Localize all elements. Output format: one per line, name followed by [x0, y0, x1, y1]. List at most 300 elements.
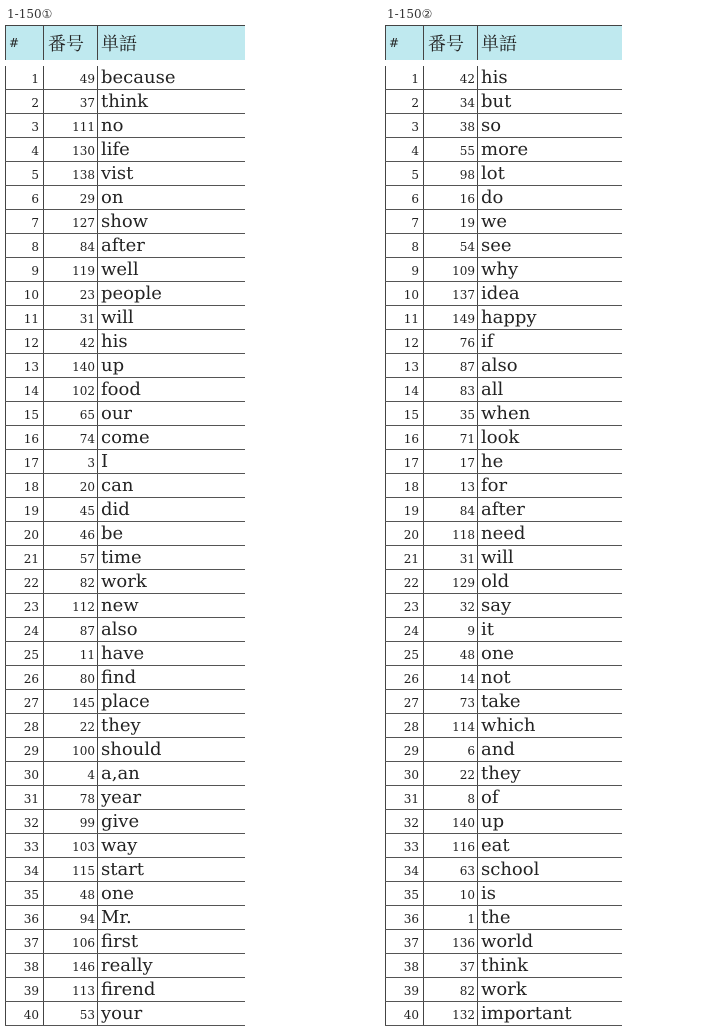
- row-number: 6: [6, 186, 44, 210]
- table-row: [6, 786, 246, 810]
- word-id: 84: [424, 498, 478, 522]
- word-id: 23: [44, 282, 98, 306]
- row-number: 33: [386, 834, 424, 858]
- table-row: [386, 786, 623, 810]
- row-number: 35: [6, 882, 44, 906]
- table-row: [386, 162, 623, 186]
- word-id: 84: [44, 234, 98, 258]
- row-number: 12: [386, 330, 424, 354]
- row-number: 40: [386, 1002, 424, 1026]
- row-number: 19: [6, 498, 44, 522]
- row-number: 34: [386, 858, 424, 882]
- word-id: 22: [44, 714, 98, 738]
- word-text: his: [478, 63, 623, 90]
- word-id: 48: [44, 882, 98, 906]
- word-text: which: [478, 714, 623, 738]
- word-text: I: [98, 450, 246, 474]
- word-text: why: [478, 258, 623, 282]
- word-id: 10: [424, 882, 478, 906]
- word-text: it: [478, 618, 623, 642]
- table-row: [386, 954, 623, 978]
- row-number: 30: [386, 762, 424, 786]
- row-number: 15: [386, 402, 424, 426]
- word-id: 1: [424, 906, 478, 930]
- word-id: 74: [44, 426, 98, 450]
- word-text: time: [98, 546, 246, 570]
- word-id: 87: [424, 354, 478, 378]
- row-number: 16: [6, 426, 44, 450]
- word-id: 140: [44, 354, 98, 378]
- table-row: [6, 378, 246, 402]
- word-id: 78: [44, 786, 98, 810]
- table-body: [386, 63, 623, 1026]
- row-number: 25: [6, 642, 44, 666]
- row-number: 4: [6, 138, 44, 162]
- word-text: eat: [478, 834, 623, 858]
- table-row: [386, 63, 623, 90]
- row-number: 28: [6, 714, 44, 738]
- table-row: [386, 906, 623, 930]
- word-id: 114: [424, 714, 478, 738]
- word-table: [385, 25, 622, 1026]
- row-number: 7: [386, 210, 424, 234]
- row-number: 5: [386, 162, 424, 186]
- word-text: and: [478, 738, 623, 762]
- table-row: [6, 642, 246, 666]
- word-id: 98: [424, 162, 478, 186]
- word-text: the: [478, 906, 623, 930]
- table-row: [6, 954, 246, 978]
- word-id: 55: [424, 138, 478, 162]
- row-number: 29: [6, 738, 44, 762]
- row-number: 12: [6, 330, 44, 354]
- row-number: 17: [386, 450, 424, 474]
- word-text: our: [98, 402, 246, 426]
- row-number: 31: [6, 786, 44, 810]
- table-row: [6, 402, 246, 426]
- row-number: 31: [386, 786, 424, 810]
- word-id: 119: [44, 258, 98, 282]
- word-id: 65: [44, 402, 98, 426]
- word-text: take: [478, 690, 623, 714]
- table-row: [6, 834, 246, 858]
- word-id: 11: [44, 642, 98, 666]
- word-text: first: [98, 930, 246, 954]
- word-text: is: [478, 882, 623, 906]
- word-id: 34: [424, 90, 478, 114]
- table-row: [386, 234, 623, 258]
- word-table: [5, 25, 245, 1026]
- word-text: show: [98, 210, 246, 234]
- word-text: your: [98, 1002, 246, 1026]
- word-id: 32: [424, 594, 478, 618]
- word-id: 83: [424, 378, 478, 402]
- table-row: [6, 282, 246, 306]
- table-row: [386, 834, 623, 858]
- table-row: [386, 546, 623, 570]
- table-row: [6, 930, 246, 954]
- word-text: not: [478, 666, 623, 690]
- table-row: [386, 426, 623, 450]
- word-id: 111: [44, 114, 98, 138]
- table-row: [6, 162, 246, 186]
- word-id: 38: [424, 114, 478, 138]
- table-row: [386, 642, 623, 666]
- word-text: they: [98, 714, 246, 738]
- row-number: 5: [6, 162, 44, 186]
- word-text: work: [478, 978, 623, 1002]
- word-id: 99: [44, 810, 98, 834]
- row-number: 24: [6, 618, 44, 642]
- table-row: [6, 594, 246, 618]
- word-id: 73: [424, 690, 478, 714]
- word-text: see: [478, 234, 623, 258]
- word-id: 31: [44, 306, 98, 330]
- table-row: [386, 90, 623, 114]
- word-text: look: [478, 426, 623, 450]
- table-row: [6, 978, 246, 1002]
- table-row: [386, 570, 623, 594]
- table-row: [386, 618, 623, 642]
- row-number: 19: [386, 498, 424, 522]
- word-text: when: [478, 402, 623, 426]
- word-id: 76: [424, 330, 478, 354]
- word-text: life: [98, 138, 246, 162]
- word-id: 63: [424, 858, 478, 882]
- word-id: 132: [424, 1002, 478, 1026]
- word-text: do: [478, 186, 623, 210]
- word-text: did: [98, 498, 246, 522]
- word-text: say: [478, 594, 623, 618]
- table-row: [386, 762, 623, 786]
- row-number: 38: [6, 954, 44, 978]
- word-text: but: [478, 90, 623, 114]
- table-row: [386, 474, 623, 498]
- word-id: 9: [424, 618, 478, 642]
- table-row: [6, 186, 246, 210]
- word-text: because: [98, 63, 246, 90]
- word-text: more: [478, 138, 623, 162]
- row-number: 35: [386, 882, 424, 906]
- table-row: [6, 522, 246, 546]
- word-text: they: [478, 762, 623, 786]
- table-row: [386, 1002, 623, 1026]
- word-id: 37: [424, 954, 478, 978]
- table-row: [386, 810, 623, 834]
- table-row: [386, 978, 623, 1002]
- table-row: [6, 63, 246, 90]
- word-text: happy: [478, 306, 623, 330]
- table-row: [6, 474, 246, 498]
- word-id: 146: [44, 954, 98, 978]
- table-row: [6, 1002, 246, 1026]
- table-row: [386, 378, 623, 402]
- row-number: 26: [6, 666, 44, 690]
- row-number: 17: [6, 450, 44, 474]
- table-row: [386, 330, 623, 354]
- row-number: 21: [386, 546, 424, 570]
- table-row: [6, 858, 246, 882]
- table-row: [6, 546, 246, 570]
- table-row: [6, 618, 246, 642]
- row-number: 10: [386, 282, 424, 306]
- word-text: will: [478, 546, 623, 570]
- word-id: 118: [424, 522, 478, 546]
- word-id: 130: [44, 138, 98, 162]
- table-row: [386, 930, 623, 954]
- table-row: [6, 210, 246, 234]
- word-text: way: [98, 834, 246, 858]
- word-id: 37: [44, 90, 98, 114]
- table-row: [6, 354, 246, 378]
- row-number: 20: [386, 522, 424, 546]
- table-row: [386, 714, 623, 738]
- row-number: 22: [6, 570, 44, 594]
- word-text: new: [98, 594, 246, 618]
- table-row: [6, 714, 246, 738]
- table-row: [6, 234, 246, 258]
- column-header-id: 番号: [424, 26, 478, 64]
- word-text: give: [98, 810, 246, 834]
- word-text: on: [98, 186, 246, 210]
- word-text: be: [98, 522, 246, 546]
- table-row: [386, 666, 623, 690]
- row-number: 25: [386, 642, 424, 666]
- row-number: 7: [6, 210, 44, 234]
- word-id: 17: [424, 450, 478, 474]
- table-row: [6, 690, 246, 714]
- table-row: [386, 306, 623, 330]
- word-id: 54: [424, 234, 478, 258]
- word-text: after: [478, 498, 623, 522]
- row-number: 27: [6, 690, 44, 714]
- column-header-word: 単語: [98, 26, 246, 64]
- table-row: [6, 90, 246, 114]
- word-id: 45: [44, 498, 98, 522]
- word-text: lot: [478, 162, 623, 186]
- table-row: [386, 354, 623, 378]
- word-text: we: [478, 210, 623, 234]
- word-id: 109: [424, 258, 478, 282]
- column-header-id: 番号: [44, 26, 98, 64]
- word-id: 16: [424, 186, 478, 210]
- row-number: 10: [6, 282, 44, 306]
- table-row: [6, 570, 246, 594]
- column-header-number: #: [386, 26, 424, 64]
- row-number: 2: [386, 90, 424, 114]
- word-id: 106: [44, 930, 98, 954]
- word-text: start: [98, 858, 246, 882]
- word-text: one: [478, 642, 623, 666]
- row-number: 21: [6, 546, 44, 570]
- word-text: a,an: [98, 762, 246, 786]
- word-id: 82: [424, 978, 478, 1002]
- column-header-number: #: [6, 26, 44, 64]
- word-id: 46: [44, 522, 98, 546]
- row-number: 2: [6, 90, 44, 114]
- word-text: Mr.: [98, 906, 246, 930]
- table-row: [6, 258, 246, 282]
- word-text: year: [98, 786, 246, 810]
- word-text: really: [98, 954, 246, 978]
- row-number: 4: [386, 138, 424, 162]
- word-list-sheet-2: [385, 3, 622, 1026]
- table-row: [6, 138, 246, 162]
- word-text: come: [98, 426, 246, 450]
- row-number: 16: [386, 426, 424, 450]
- table-row: [6, 450, 246, 474]
- word-text: idea: [478, 282, 623, 306]
- row-number: 6: [386, 186, 424, 210]
- word-text: find: [98, 666, 246, 690]
- table-row: [6, 330, 246, 354]
- column-header-word: 単語: [478, 26, 623, 64]
- word-id: 127: [44, 210, 98, 234]
- word-id: 113: [44, 978, 98, 1002]
- table-row: [386, 594, 623, 618]
- row-number: 39: [6, 978, 44, 1002]
- row-number: 37: [6, 930, 44, 954]
- table-row: [386, 114, 623, 138]
- row-number: 23: [386, 594, 424, 618]
- word-id: 149: [424, 306, 478, 330]
- word-id: 103: [44, 834, 98, 858]
- row-number: 11: [6, 306, 44, 330]
- word-text: vist: [98, 162, 246, 186]
- word-text: also: [98, 618, 246, 642]
- row-number: 26: [386, 666, 424, 690]
- row-number: 11: [386, 306, 424, 330]
- word-text: all: [478, 378, 623, 402]
- word-id: 22: [424, 762, 478, 786]
- word-text: for: [478, 474, 623, 498]
- table-row: [386, 690, 623, 714]
- word-id: 42: [424, 63, 478, 90]
- row-number: 28: [386, 714, 424, 738]
- word-id: 137: [424, 282, 478, 306]
- table-row: [386, 498, 623, 522]
- word-id: 100: [44, 738, 98, 762]
- table-row: [386, 858, 623, 882]
- word-id: 3: [44, 450, 98, 474]
- table-row: [6, 906, 246, 930]
- word-text: well: [98, 258, 246, 282]
- table-header-row: [386, 26, 623, 64]
- word-id: 31: [424, 546, 478, 570]
- table-row: [6, 114, 246, 138]
- table-body: [6, 63, 246, 1026]
- word-text: people: [98, 282, 246, 306]
- row-number: 23: [6, 594, 44, 618]
- table-row: [386, 522, 623, 546]
- table-row: [386, 258, 623, 282]
- word-id: 13: [424, 474, 478, 498]
- table-row: [386, 282, 623, 306]
- word-id: 4: [44, 762, 98, 786]
- word-id: 94: [44, 906, 98, 930]
- word-text: also: [478, 354, 623, 378]
- word-text: can: [98, 474, 246, 498]
- word-id: 14: [424, 666, 478, 690]
- word-text: of: [478, 786, 623, 810]
- row-number: 37: [386, 930, 424, 954]
- row-number: 1: [6, 63, 44, 90]
- word-text: so: [478, 114, 623, 138]
- word-id: 115: [44, 858, 98, 882]
- table-row: [386, 450, 623, 474]
- table-row: [386, 882, 623, 906]
- row-number: 32: [6, 810, 44, 834]
- row-number: 1: [386, 63, 424, 90]
- word-id: 87: [44, 618, 98, 642]
- word-id: 57: [44, 546, 98, 570]
- row-number: 8: [386, 234, 424, 258]
- word-id: 138: [44, 162, 98, 186]
- row-number: 9: [386, 258, 424, 282]
- row-number: 9: [6, 258, 44, 282]
- word-id: 53: [44, 1002, 98, 1026]
- row-number: 3: [6, 114, 44, 138]
- table-row: [386, 738, 623, 762]
- word-list-sheet-1: [5, 3, 245, 1026]
- table-header-row: [6, 26, 246, 64]
- word-text: up: [478, 810, 623, 834]
- row-number: 18: [386, 474, 424, 498]
- row-number: 33: [6, 834, 44, 858]
- row-number: 8: [6, 234, 44, 258]
- word-id: 8: [424, 786, 478, 810]
- row-number: 38: [386, 954, 424, 978]
- word-text: he: [478, 450, 623, 474]
- word-text: school: [478, 858, 623, 882]
- table-row: [6, 426, 246, 450]
- word-text: will: [98, 306, 246, 330]
- row-number: 30: [6, 762, 44, 786]
- table-row: [6, 882, 246, 906]
- row-number: 29: [386, 738, 424, 762]
- word-text: his: [98, 330, 246, 354]
- row-number: 22: [386, 570, 424, 594]
- table-row: [386, 138, 623, 162]
- row-number: 27: [386, 690, 424, 714]
- word-text: important: [478, 1002, 623, 1026]
- row-number: 13: [386, 354, 424, 378]
- word-id: 19: [424, 210, 478, 234]
- row-number: 39: [386, 978, 424, 1002]
- word-text: old: [478, 570, 623, 594]
- row-number: 15: [6, 402, 44, 426]
- row-number: 32: [386, 810, 424, 834]
- word-id: 116: [424, 834, 478, 858]
- table-row: [386, 186, 623, 210]
- word-id: 102: [44, 378, 98, 402]
- word-text: think: [478, 954, 623, 978]
- word-text: work: [98, 570, 246, 594]
- word-id: 49: [44, 63, 98, 90]
- table-row: [6, 810, 246, 834]
- word-text: think: [98, 90, 246, 114]
- word-text: world: [478, 930, 623, 954]
- word-text: up: [98, 354, 246, 378]
- row-number: 36: [6, 906, 44, 930]
- table-row: [6, 738, 246, 762]
- row-number: 18: [6, 474, 44, 498]
- word-id: 136: [424, 930, 478, 954]
- word-id: 20: [44, 474, 98, 498]
- word-text: place: [98, 690, 246, 714]
- word-id: 129: [424, 570, 478, 594]
- word-text: one: [98, 882, 246, 906]
